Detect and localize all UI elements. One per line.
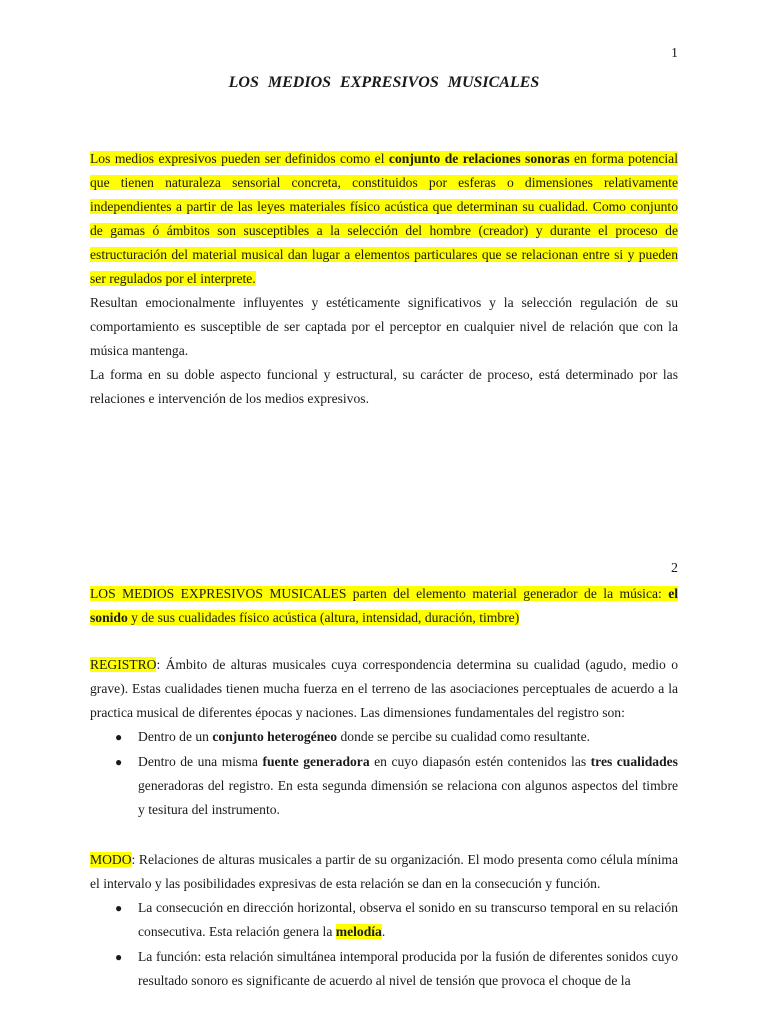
- registro-section: [90, 653, 678, 823]
- intro-paragraph: [90, 582, 678, 630]
- registro-heading: REGISTRO: [90, 657, 157, 672]
- page2-intro: [90, 582, 678, 630]
- modo-bullet-list: [90, 896, 678, 993]
- registro-paragraph: REGISTRO: Ámbito de alturas musicales cuya correspondencia determina su cualidad (agudo, medio o grave). Estas cualidades tienen mucha fuerza en el terreno de las asociaciones perceptuales de acuerdo a la practica musical de diferentes épocas y naciones. Las dimensiones fundamentales del registro son:: [90, 657, 678, 720]
- list-item: ● La función: esta relación simultánea intemporal producida por la fusión de diferentes sonidos cuyo resultado sonoro es significante de acuerdo al nivel de tensión que provoca el choque de la: [90, 945, 678, 993]
- document-title: LOS MEDIOS EXPRESIVOS MUSICALES: [228, 74, 540, 91]
- bullet-icon: ●: [115, 730, 123, 744]
- highlighted-text: LOS MEDIOS EXPRESIVOS MUSICALES parten del elemento material generador de la música: el sonido y de sus cualidades físico acústica (altura, intensidad, duración, timbre): [90, 586, 678, 625]
- list-item: ● Dentro de un conjunto heterogéneo donde se percibe su cualidad como resultante.: [90, 725, 678, 749]
- page1-body: [90, 147, 678, 411]
- key-term: conjunto de relaciones sonoras: [388, 151, 570, 166]
- paragraph-3: La forma en su doble aspecto funcional y estructural, su carácter de proceso, está determinado por las relaciones e intervención de los medios expresivos.: [90, 367, 678, 406]
- key-term: el sonido: [90, 586, 678, 625]
- registro-bullet-list: [90, 725, 678, 822]
- paragraph-2: Resultan emocionalmente influyentes y estéticamente significativos y la selección regulación de su comportamiento es susceptible de ser captada por el perceptor en cualquier nivel de relación que con la música mantenga.: [90, 295, 678, 358]
- bullet-icon: ●: [115, 755, 123, 769]
- definition-paragraph: [90, 147, 678, 291]
- modo-heading: MODO: [90, 852, 132, 867]
- page-number-1: 1: [671, 46, 678, 61]
- highlighted-text: Los medios expresivos pueden ser definidos como el conjunto de relaciones sonoras en forma potencial que tienen naturaleza sensorial concreta, constituidos por esferas o dimensiones relativamente independientes a partir de las leyes materiales físico acústica que determinan su cualidad. Como conjunto de gamas ó ámbitos son susceptibles a la selección del hombre (creador) y durante el proceso de estructuración del material musical dan lugar a elementos particulares que se relacionan entre si y pueden ser regulados por el interprete.: [90, 151, 678, 286]
- modo-paragraph: MODO: Relaciones de alturas musicales a partir de su organización. El modo presenta como célula mínima el intervalo y las posibilidades expresivas de esta relación se dan en la consecución y función.: [90, 852, 678, 891]
- bullet-icon: ●: [115, 901, 123, 915]
- page-number-2: 2: [671, 561, 678, 576]
- modo-section: [90, 848, 678, 994]
- bullet-icon: ●: [115, 950, 123, 964]
- list-item: ● Dentro de una misma fuente generadora en cuyo diapasón estén contenidos las tres cualidades generadoras del registro. En esta segunda dimensión se relaciona con algunos aspectos del timbre y tesitura del instrumento.: [90, 750, 678, 822]
- list-item: ● La consecución en dirección horizontal, observa el sonido en su transcurso temporal en su relación consecutiva. Esta relación genera la melodía.: [90, 896, 678, 944]
